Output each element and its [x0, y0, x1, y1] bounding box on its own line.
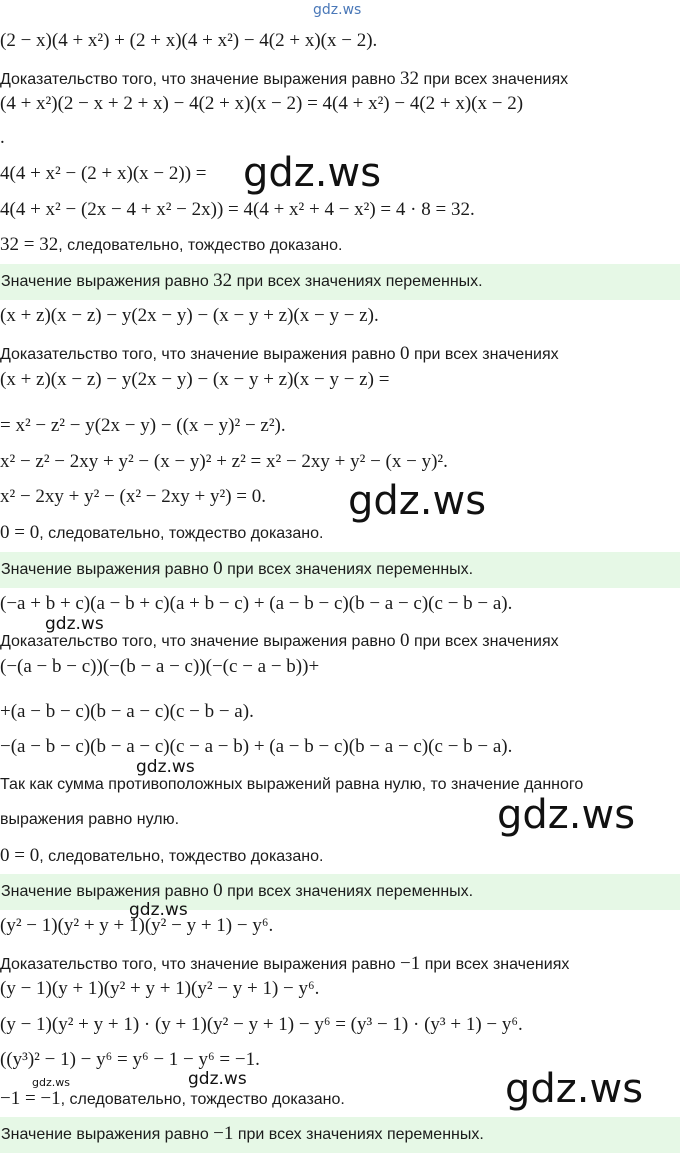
watermark: gdz.ws [497, 792, 636, 838]
answer-highlight: Значение выражения равно −1 при всех значениях переменных. [0, 1117, 680, 1153]
problem-expression: (y² − 1)(y² + y + 1)(y² − y + 1) − y⁶. [0, 915, 274, 936]
proof-step: x² − z² − 2xy + y² − (x − y)² + z² = x² − 2xy + y² − (x − y)². [0, 451, 448, 472]
watermark: gdz.ws [243, 150, 382, 196]
proof-step: . [0, 127, 5, 148]
proof-step: (y − 1)(y + 1)(y² + y + 1)(y² − y + 1) − y⁶. [0, 978, 320, 999]
proof-intro: Доказательство того, что значение выражения равно 0 при всех значениях [0, 343, 559, 364]
proof-intro: Доказательство того, что значение выражения равно −1 при всех значениях [0, 953, 570, 974]
watermark: gdz.ws [129, 900, 188, 920]
proof-step: +(a − b − c)(b − a − c)(c − b − a). [0, 701, 254, 722]
watermark: gdz.ws [45, 614, 104, 634]
proof-conclusion: 0 = 0, следовательно, тождество доказано. [0, 522, 324, 543]
site-watermark: gdz.ws [313, 2, 362, 18]
answer-highlight: Значение выражения равно 32 при всех значениях переменных. [0, 264, 680, 300]
watermark: gdz.ws [505, 1066, 644, 1112]
proof-step: (4 + x²)(2 − x + 2 + x) − 4(2 + x)(x − 2) = 4(4 + x²) − 4(2 + x)(x − 2) [0, 93, 524, 114]
problem-expression: (x + z)(x − z) − y(2x − y) − (x − y + z)(x − y − z). [0, 305, 379, 326]
proof-step: −(a − b − c)(b − a − c)(c − a − b) + (a − b − c)(b − a − c)(c − b − a). [0, 736, 513, 757]
watermark: gdz.ws [136, 757, 195, 777]
proof-note: Так как сумма противоположных выражений равна нулю, то значение данного [0, 776, 584, 793]
proof-step: (x + z)(x − z) − y(2x − y) − (x − y + z)(x − y − z) = [0, 369, 390, 390]
answer-highlight: Значение выражения равно 0 при всех значениях переменных. [0, 874, 680, 910]
problem-expression: (2 − x)(4 + x²) + (2 + x)(4 + x²) − 4(2 + x)(x − 2). [0, 30, 378, 51]
proof-step: 4(4 + x² − (2x − 4 + x² − 2x)) = 4(4 + x² + 4 − x²) = 4 · 8 = 32. [0, 199, 475, 220]
proof-conclusion: 32 = 32, следовательно, тождество доказано. [0, 234, 343, 255]
proof-intro: Доказательство того, что значение выражения равно 32 при всех значениях [0, 68, 569, 89]
proof-note: выражения равно нулю. [0, 811, 180, 828]
proof-step: = x² − z² − y(2x − y) − ((x − y)² − z²). [0, 415, 286, 436]
proof-step: ((y³)² − 1) − y⁶ = y⁶ − 1 − y⁶ = −1. [0, 1049, 260, 1070]
proof-conclusion: −1 = −1, следовательно, тождество доказано. [0, 1088, 345, 1109]
proof-step: (−(a − b − c))(−(b − a − c))(−(c − a − b))+ [0, 656, 320, 677]
watermark: gdz.ws [348, 478, 487, 524]
watermark: gdz.ws [188, 1069, 247, 1089]
proof-intro: Доказательство того, что значение выражения равно 0 при всех значениях [0, 630, 559, 651]
proof-step: 4(4 + x² − (2 + x)(x − 2)) = [0, 163, 207, 184]
problem-expression: (−a + b + c)(a − b + c)(a + b − c) + (a − b − c)(b − a − c)(c − b − a). [0, 593, 513, 614]
answer-highlight: Значение выражения равно 0 при всех значениях переменных. [0, 552, 680, 588]
watermark: gdz.ws [32, 1076, 70, 1089]
proof-step: x² − 2xy + y² − (x² − 2xy + y²) = 0. [0, 486, 266, 507]
proof-conclusion: 0 = 0, следовательно, тождество доказано. [0, 845, 324, 866]
proof-step: (y − 1)(y² + y + 1) · (y + 1)(y² − y + 1) − y⁶ = (y³ − 1) · (y³ + 1) − y⁶. [0, 1014, 523, 1035]
